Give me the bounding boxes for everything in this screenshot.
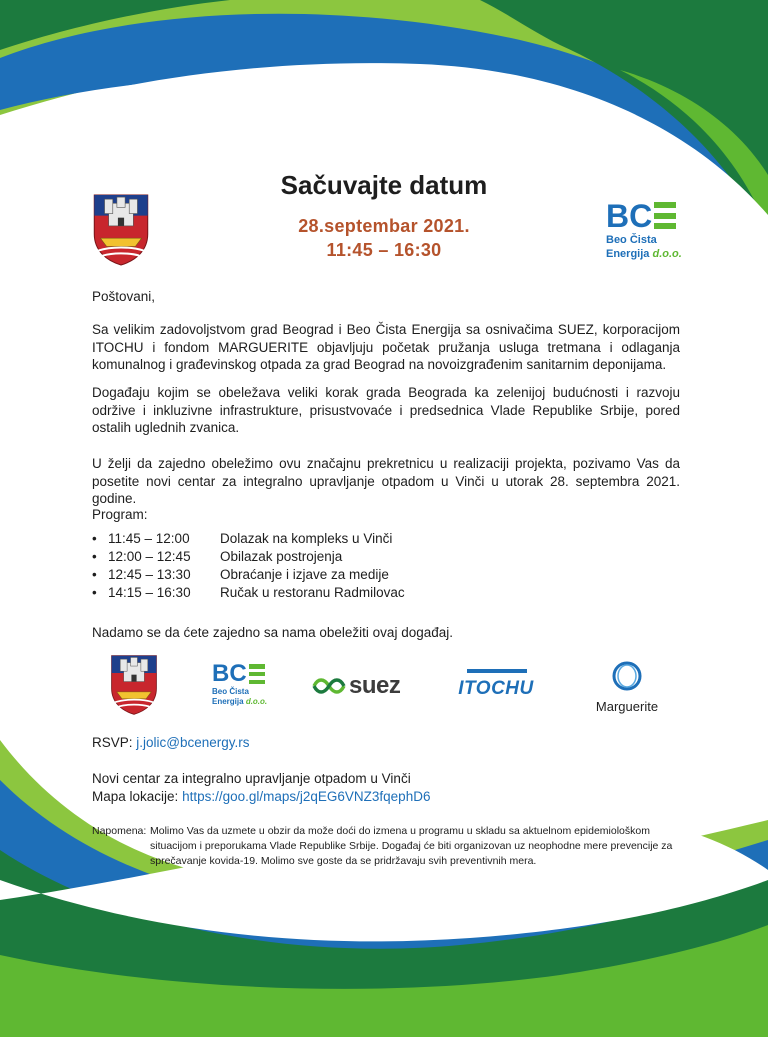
rsvp-email-link[interactable]: j.jolic@bcenergy.rs	[136, 735, 250, 750]
program-item: • 11:45 – 12:00 Dolazak na kompleks u Vinči	[92, 531, 393, 546]
bce-logo	[606, 200, 682, 260]
suez-wave-icon	[312, 676, 346, 696]
note-label: Napomena:	[92, 825, 147, 837]
bce-logo-e-mark	[249, 664, 265, 684]
bce-logo-letters: BC	[606, 198, 653, 234]
program-label: Program:	[92, 507, 148, 522]
program-time: 11:45 – 12:00	[108, 531, 190, 546]
page-title: Sačuvajte datum	[280, 170, 488, 200]
map-link[interactable]: https://goo.gl/maps/j2qEG6VNZ3fqephD6	[182, 789, 431, 804]
paragraph-1: Sa velikim zadovoljstvom grad Beograd i Beo Čista Energija sa osnivačima SUEZ, korporacijom ITOCHU i fondom MARGUERITE objavljuju početak pružanja usluga tretmana i odlaganja komunalnog i građevinskog otpada za grad Beograd na novoizgrađenim sanitarnim deponijama.	[92, 322, 680, 372]
bce-logo-line1: Beo Čista	[606, 234, 657, 246]
paragraph-2: Događaju kojim se obeležava veliki korak grada Beograda ka zelenijoj budućnosti i razvoju održive i inkluzivne infrastrukture, prisustvovaće i predsednica Vlade Republike Srbije, pored ostalih uglednih zvanica.	[92, 385, 680, 435]
map-label: Mapa lokacije:	[92, 789, 179, 804]
marguerite-logo-text: Marguerite	[595, 699, 659, 714]
bce-logo-e-mark	[654, 202, 676, 229]
bce-logo	[212, 662, 267, 706]
itochu-logo	[457, 666, 535, 704]
greeting: Poštovani,	[92, 289, 156, 304]
note-text: Molimo Vas da uzmete u obzir da može doći do izmena u programu u skladu sa aktuelnom epidemiološkom situacijom i preporukama Vlade Republike Srbije. Događaj će biti organizovan uz neophodne mere prevencije za sprečavanje kovida-19. Molimo sve goste da se pridržavaju svih preventivnih mera.	[150, 825, 673, 867]
rsvp-line	[92, 735, 250, 750]
closing-line: Nadamo se da ćete zajedno sa nama obeležiti ovaj događaj.	[92, 625, 453, 640]
bce-logo-letters: BC	[212, 660, 247, 687]
marguerite-logo	[590, 660, 664, 714]
suez-logo-text: suez	[349, 672, 401, 699]
program-item: • 12:00 – 12:45 Obilazak postrojenja	[92, 549, 343, 564]
program-time: 12:45 – 13:30	[108, 567, 191, 582]
program-item: • 12:45 – 13:30 Obraćanje i izjave za medije	[92, 567, 389, 582]
bce-logo-line2: Energija	[606, 248, 650, 260]
belgrade-coat-of-arms-icon	[108, 654, 160, 716]
itochu-logo-text: ITOCHU	[458, 678, 534, 699]
marguerite-ring-icon	[610, 660, 644, 692]
program-activity: Obilazak postrojenja	[220, 549, 343, 564]
bce-logo-line1: Beo Čista	[212, 687, 249, 696]
suez-logo	[312, 672, 400, 700]
bce-logo-suffix: d.o.o.	[245, 697, 268, 706]
program-activity: Ručak u restoranu Radmilovac	[220, 585, 405, 600]
event-time: 11:45 – 16:30	[326, 240, 442, 260]
bce-logo-line2: Energija	[212, 697, 244, 706]
bce-logo-suffix: d.o.o.	[652, 248, 682, 260]
program-activity: Dolazak na kompleks u Vinči	[220, 531, 393, 546]
program-list	[92, 530, 405, 602]
location-name: Novi centar za integralno upravljanje otpadom u Vinči	[92, 771, 411, 786]
itochu-mark-icon	[467, 668, 527, 674]
paragraph-3: U želji da zajedno obeležimo ovu značajnu prekretnicu u realizaciji projekta, pozivamo Vas da posetite novi centar za integralno upravljanje otpadom u Vinči u utorak 28. septembra 2021. godine.	[92, 456, 680, 506]
program-time: 12:00 – 12:45	[108, 549, 191, 564]
program-activity: Obraćanje i izjave za medije	[220, 567, 389, 582]
rsvp-label: RSVP:	[92, 735, 133, 750]
location-block	[92, 770, 430, 806]
program-item: • 14:15 – 16:30 Ručak u restoranu Radmilovac	[92, 585, 405, 600]
program-time: 14:15 – 16:30	[108, 585, 191, 600]
event-date: 28.septembar 2021.	[298, 216, 470, 236]
